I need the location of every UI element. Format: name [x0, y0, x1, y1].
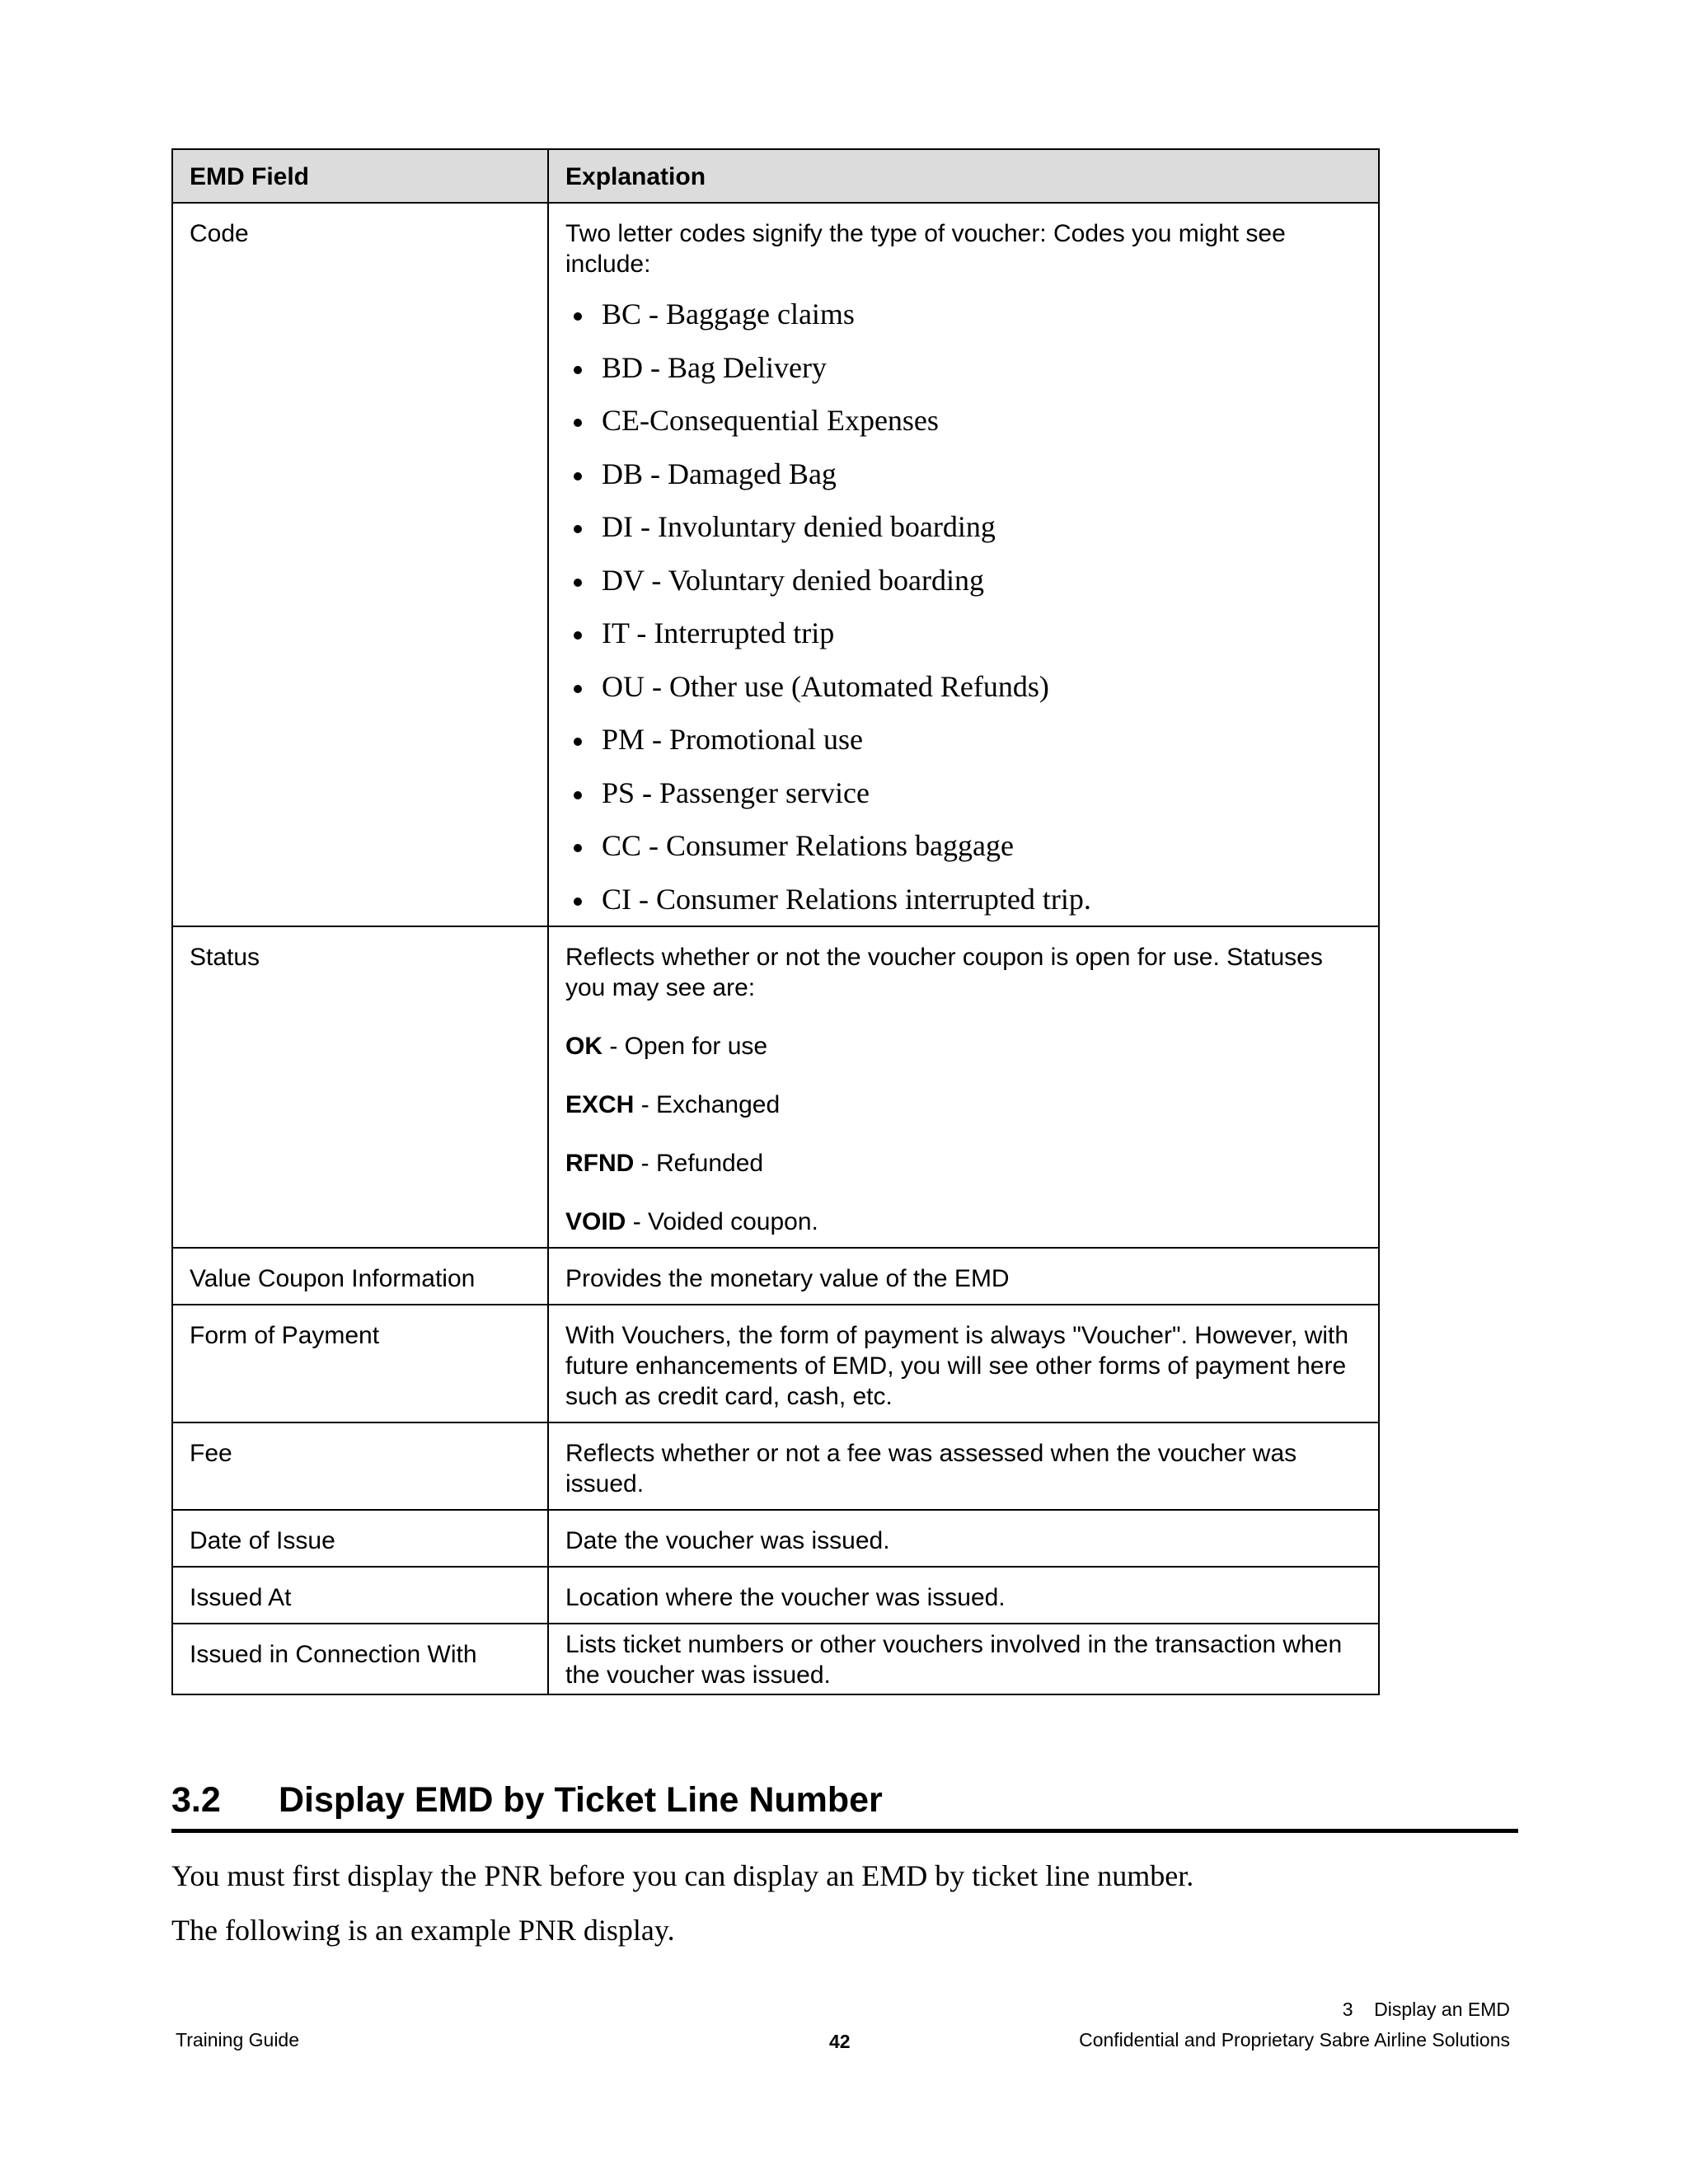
page-number: 42 [829, 2031, 851, 2052]
list-item: CC - Consumer Relations baggage [565, 819, 1362, 873]
body-paragraph: The following is an example PNR display. [171, 1914, 675, 1947]
table-row [172, 1567, 1379, 1624]
footer-right: Confidential and Proprietary Sabre Airline Solutions [1079, 2029, 1510, 2050]
list-item: DI - Involuntary denied boarding [565, 500, 1362, 554]
list-item: BC - Baggage claims [565, 288, 1362, 341]
status-code: RFND [565, 1150, 635, 1177]
field-explanation: Provides the monetary value of the EMD [548, 1248, 1379, 1305]
field-explanation: Location where the voucher was issued. [548, 1567, 1379, 1624]
list-item: CI - Consumer Relations interrupted trip. [565, 873, 1362, 926]
field-explanation [548, 203, 1379, 926]
table-header-row [172, 149, 1379, 203]
status-entry [565, 1090, 1362, 1120]
list-item: BD - Bag Delivery [565, 341, 1362, 395]
field-name: Code [172, 203, 548, 926]
voucher-code-list [565, 288, 1362, 926]
table-row [172, 1305, 1379, 1422]
emd-field-table [171, 148, 1380, 1695]
table-row [172, 1510, 1379, 1567]
section-title: Display EMD by Ticket Line Number [279, 1780, 883, 1820]
list-item: DB - Damaged Bag [565, 448, 1362, 501]
status-code: OK [565, 1033, 603, 1060]
status-desc: - Voided coupon. [626, 1208, 818, 1235]
field-name: Status [172, 926, 548, 1248]
list-item: IT - Interrupted trip [565, 607, 1362, 660]
status-code: VOID [565, 1208, 626, 1235]
status-code: EXCH [565, 1091, 635, 1118]
column-header: EMD Field [172, 149, 548, 203]
footer-chapter: 3 Display an EMD [1342, 1999, 1510, 2020]
table-row [172, 1624, 1379, 1694]
list-item: DV - Voluntary denied boarding [565, 554, 1362, 607]
list-item: CE-Consequential Expenses [565, 394, 1362, 448]
field-name: Issued At [172, 1567, 548, 1624]
field-name: Value Coupon Information [172, 1248, 548, 1305]
section-heading [171, 1780, 1518, 1833]
table-row [172, 1248, 1379, 1305]
section-number: 3.2 [171, 1780, 221, 1820]
list-item: PS - Passenger service [565, 766, 1362, 820]
field-explanation [548, 926, 1379, 1248]
status-intro: Reflects whether or not the voucher coupon is open for use. Statuses you may see are: [565, 944, 1323, 1001]
field-explanation: Date the voucher was issued. [548, 1510, 1379, 1567]
table-row [172, 1422, 1379, 1510]
body-paragraph: You must first display the PNR before you can display an EMD by ticket line number. [171, 1859, 1194, 1892]
status-desc: - Open for use [603, 1033, 768, 1060]
field-name: Fee [172, 1422, 548, 1510]
column-header: Explanation [548, 149, 1379, 203]
list-item: PM - Promotional use [565, 713, 1362, 766]
field-explanation: Lists ticket numbers or other vouchers involved in the transaction when the voucher was issued. [548, 1624, 1379, 1694]
field-name: Date of Issue [172, 1510, 548, 1567]
status-desc: - Exchanged [634, 1091, 781, 1118]
field-name: Form of Payment [172, 1305, 548, 1422]
table-row-status [172, 926, 1379, 1248]
status-desc: - Refunded [634, 1150, 764, 1177]
footer-left: Training Guide [176, 2029, 300, 2050]
list-item: OU - Other use (Automated Refunds) [565, 660, 1362, 714]
status-entry [565, 1031, 1362, 1062]
status-entry [565, 1207, 1362, 1237]
field-explanation: Reflects whether or not a fee was assessed when the voucher was issued. [548, 1422, 1379, 1510]
status-entry [565, 1148, 1362, 1179]
code-intro: Two letter codes signify the type of voucher: Codes you might see include: [565, 220, 1286, 278]
field-explanation: With Vouchers, the form of payment is always "Voucher". However, with future enhancements of EMD, you will see other forms of payment here such as credit card, cash, etc. [548, 1305, 1379, 1422]
field-name: Issued in Connection With [172, 1624, 548, 1694]
table-row-code [172, 203, 1379, 926]
